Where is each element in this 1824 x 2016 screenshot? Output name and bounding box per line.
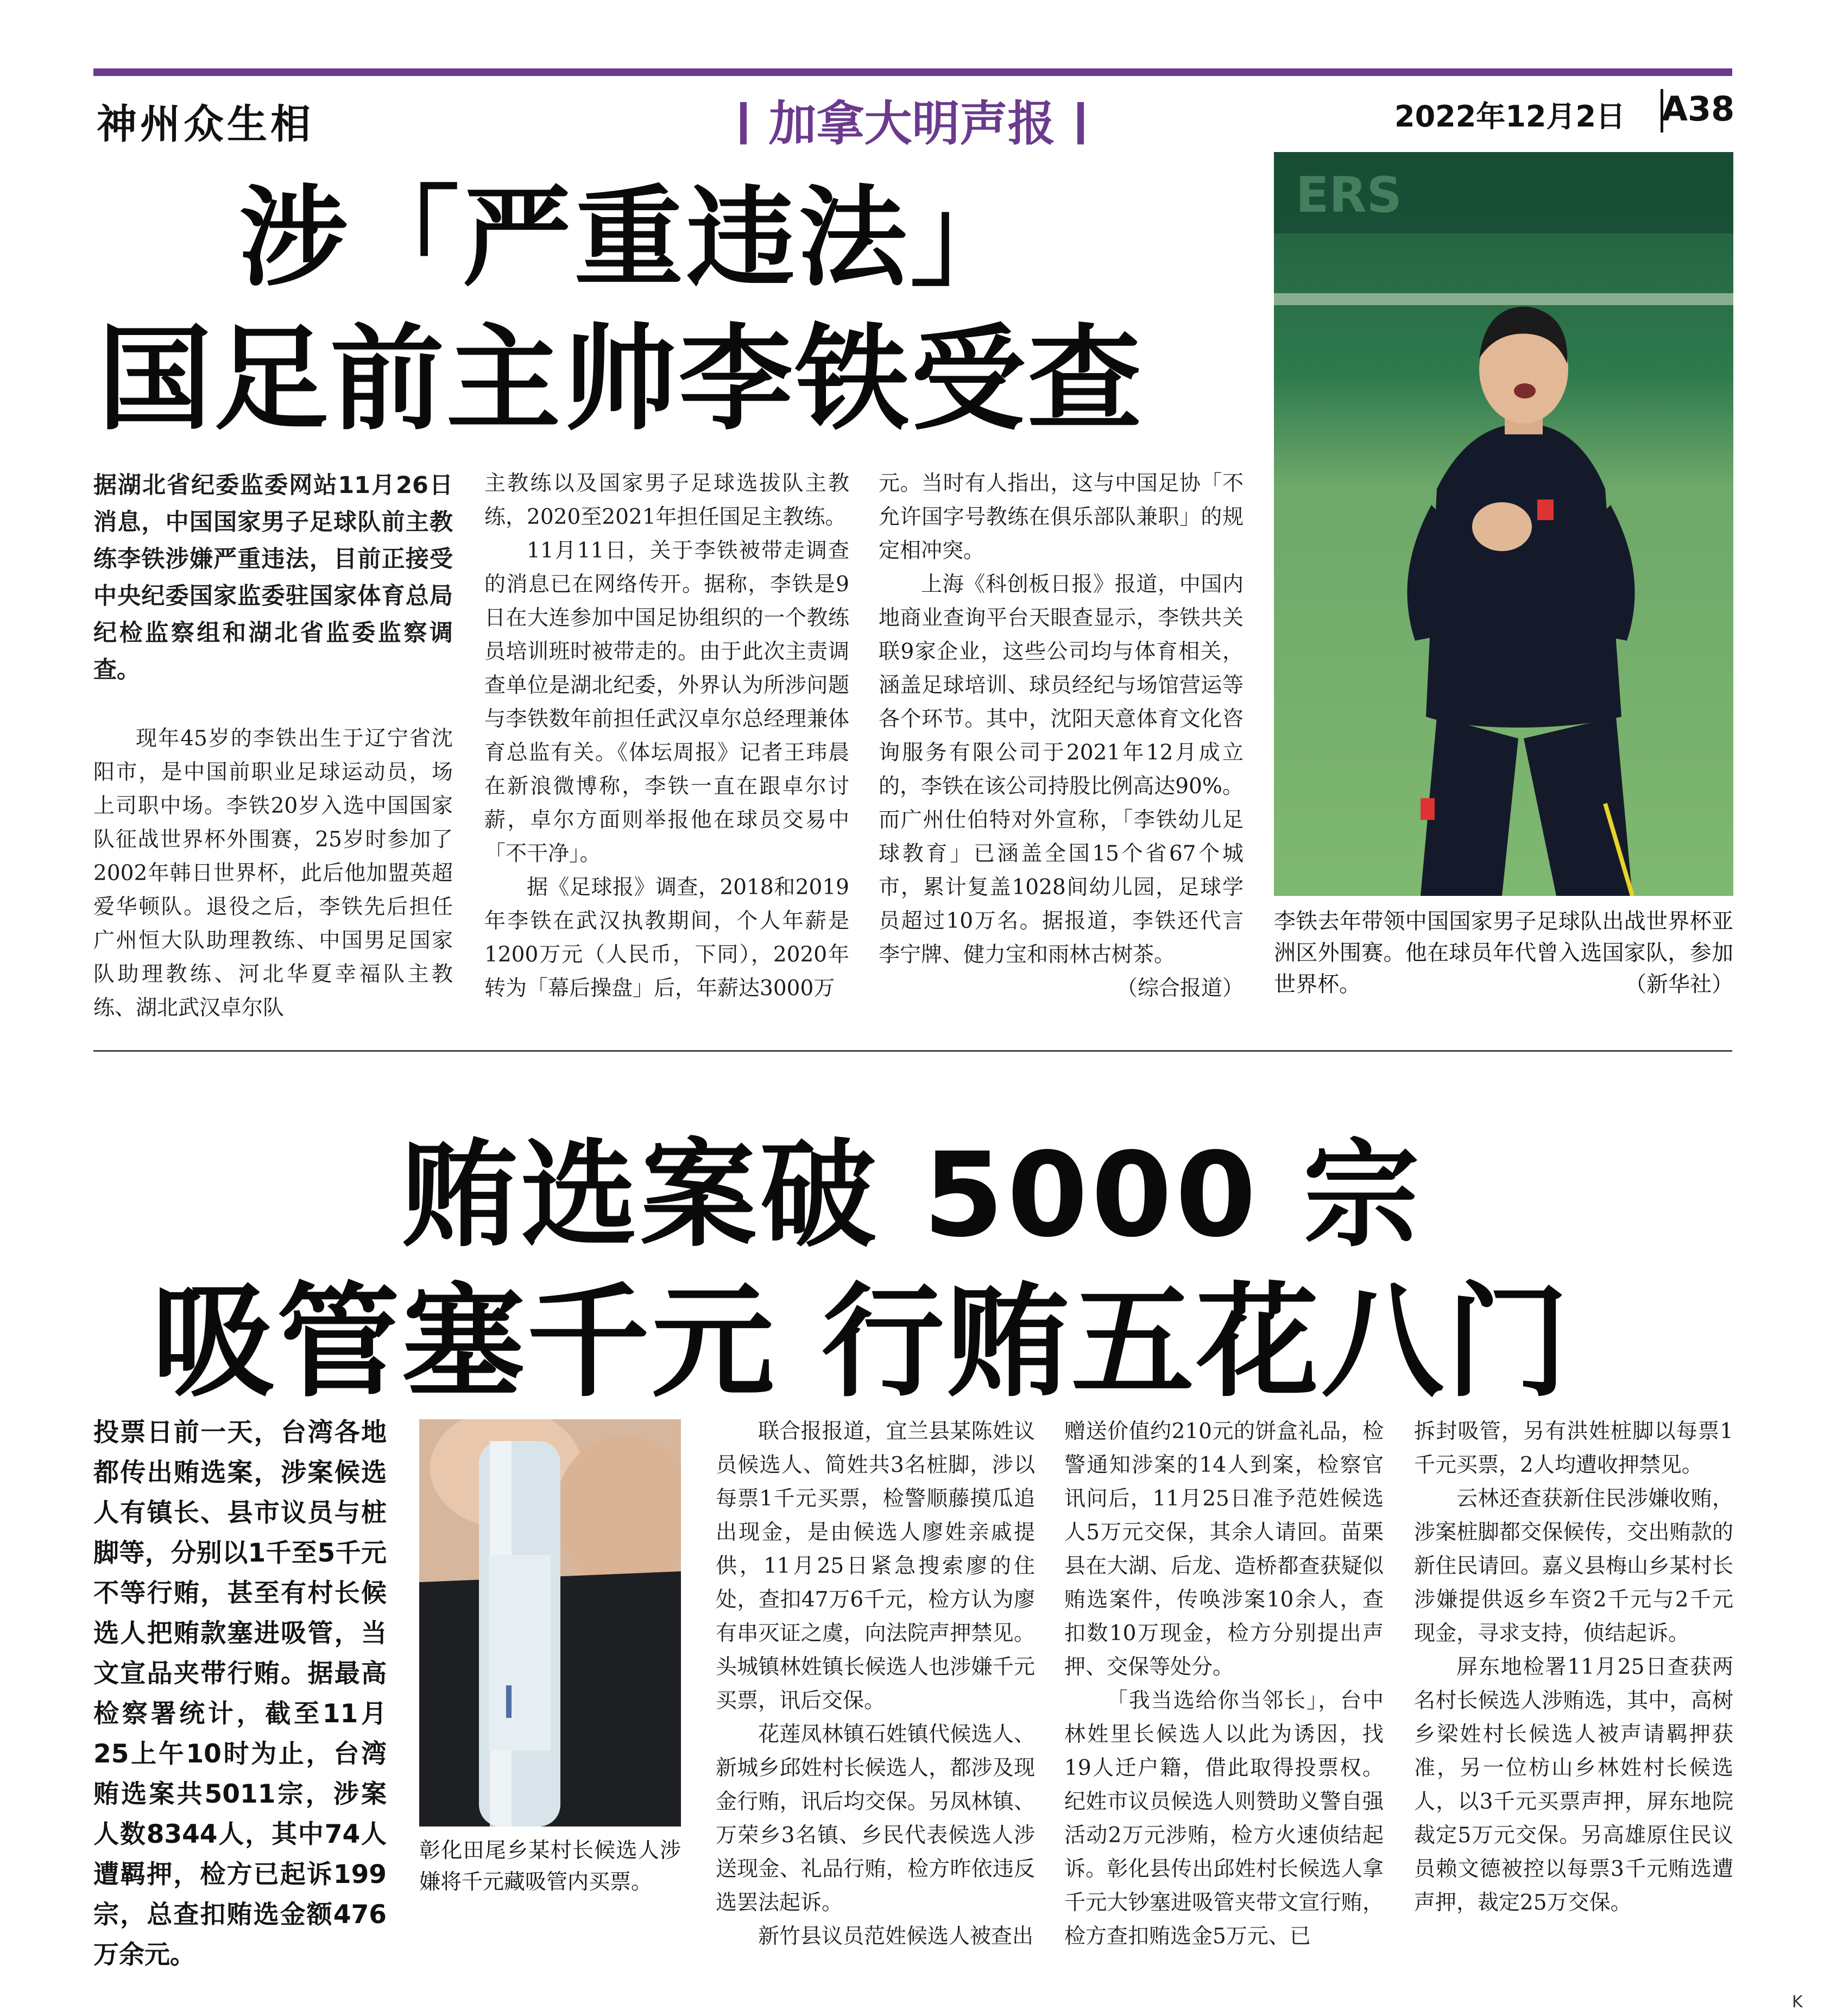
article2-paragraph: 赠送价值约210元的饼盒礼品，检警通知涉案的14人到案，检察官讯问后，11月25日准予范姓候选人5万元交保，其余人请回。苗栗县在大湖、后龙、造桥都查获疑似贿选案件，传唤涉案10余人，查扣数10万现金，检方分别提出声押、交保等处分。	[1064, 1419, 1384, 1679]
photo-caption-text: 李铁去年带领中国国家男子足球队出战世界杯亚洲区外围赛。他在球员年代曾入选国家队，参加世界杯。	[1274, 909, 1733, 997]
article2-paragraph: 云林还查获新住民涉嫌收贿，涉案桩脚都交保候传，交出贿款的新住民请回。嘉义县梅山乡某村长涉嫌提供返乡车资2千元与2千元现金，寻求支持，侦结起诉。	[1414, 1487, 1733, 1646]
article2-headline-line2: 吸管塞千元 行贿五花八门	[152, 1271, 1571, 1414]
article1-column-2	[484, 467, 849, 1006]
article1-column-3	[879, 467, 1244, 1006]
page-number: A38	[1662, 89, 1735, 129]
masthead-name-part2: 明声报	[912, 96, 1056, 151]
article1-lead: 据湖北省纪委监委网站11月26日消息，中国国家男子足球队前主教练李铁涉嫌严重违法，目前正接受中央纪委国家监委驻国家体育总局纪检监察组和湖北省监委监察调查。	[93, 472, 453, 684]
article1-paragraph: 主教练以及国家男子足球选拔队主教练，2020至2021年担任国足主教练。	[484, 471, 849, 529]
article1-column-1	[93, 467, 453, 1025]
article1-paragraph: 现年45岁的李铁出生于辽宁省沈阳市，是中国前职业足球运动员，场上司职中场。李铁20岁入选中国国家队征战世界杯外围赛，25岁时参加了2002年韩日世界杯，此后他加盟英超爱华顿队。退役之后，李铁先后担任广州恒大队助理教练、中国男足国家队助理教练、河北华夏幸福队主教练、湖北武汉卓尔队	[93, 726, 453, 1020]
svg-text:ERS: ERS	[1296, 167, 1402, 224]
masthead-bar-right	[1077, 102, 1084, 144]
article-divider	[93, 1050, 1732, 1052]
article2-column-2	[1064, 1415, 1384, 1954]
corner-mark: K	[1792, 1993, 1803, 2012]
article2-paragraph: 拆封吸管，另有洪姓桩脚以每票1千元买票，2人均遭收押禁见。	[1414, 1419, 1733, 1477]
article1-paragraph: 据《足球报》调查，2018和2019年李铁在武汉执教期间，个人年薪是1200万元（人民币，下同），2020年转为「幕后操盘」后，年薪达3000万	[484, 875, 849, 1001]
coach-photo	[1274, 152, 1733, 896]
masthead-rule	[93, 68, 1732, 76]
article2-lead: 投票日前一天，台湾各地都传出贿选案，涉案候选人有镇长、县市议员与桩脚等，分别以1千至5千元不等行贿，甚至有村长候选人把贿款塞进吸管，当文宣品夹带行贿。据最高检察署统计，截至11月25上午10时为止，台湾贿选案共5011宗，涉案人数8344人，其中74人遭羁押，检方已起诉199宗，总查扣贿选金额476万余元。	[93, 1418, 387, 1970]
article1-paragraph: 元。当时有人指出，这与中国足协「不允许国字号教练在俱乐部队兼职」的规定相冲突。	[879, 471, 1244, 563]
article2-paragraph: 新竹县议员范姓候选人被查出	[758, 1924, 1034, 1949]
article1-paragraph: 上海《科创板日报》报道，中国内地商业查询平台天眼查显示，李铁共关联9家企业，这些公司均与体育相关，涵盖足球培训、球员经纪与场馆营运等各个环节。其中，沈阳天意体育文化咨询服务有限公司于2021年12月成立的，李铁在该公司持股比例高达90%。而广州仕伯特对外宣称，「李铁幼儿足球教育」已涵盖全国15个省67个城市，累计复盖1028间幼儿园，足球学员超过10万名。据报道，李铁还代言李宁牌、健力宝和雨林古树茶。	[879, 572, 1244, 967]
article1-headline-line1: 涉「严重违法」	[239, 175, 1023, 301]
article2-headline-line1: 贿选案破 5000 宗	[401, 1128, 1423, 1263]
section-title: 神州众生相	[97, 101, 314, 148]
article2-paragraph: 屏东地检署11月25日查获两名村长候选人涉贿选，其中，高树乡梁姓村长候选人被声请羁押获准，另一位枋山乡林姓村长候选人，以3千元买票声押，屏东地院裁定5万元交保。另高雄原住民议员赖文德被控以每票3千元贿选遭声押，裁定25万交保。	[1414, 1655, 1733, 1915]
coach-photo-caption	[1274, 906, 1733, 1000]
masthead-bar-left	[740, 102, 747, 144]
article2-paragraph: 花莲凤林镇石姓镇代候选人、新城乡邱姓村长候选人，都涉及现金行贿，讯后均交保。另凤林镇、万荣乡3名镇、乡民代表候选人涉送现金、礼品行贿，检方昨依违反选罢法起诉。	[716, 1722, 1035, 1915]
article1-paragraph: 11月11日，关于李铁被带走调查的消息已在网络传开。据称，李铁是9日在大连参加中国足协组织的一个教练员培训班时被带走的。由于此次主责调查单位是湖北纪委，外界认为所涉问题与李铁数年前担任武汉卓尔总经理兼体育总监有关。《体坛周报》记者王玮晨在新浪微博称，李铁一直在跟卓尔讨薪，卓尔方面则举报他在球员交易中「不干净」。	[484, 539, 849, 866]
masthead-name-part1: 加拿大	[768, 96, 912, 151]
photo-credit: （新华社）	[1625, 972, 1733, 997]
article1-credit: （综合报道）	[1116, 976, 1244, 1001]
issue-date: 2022年12月2日	[1394, 99, 1626, 134]
straw-photo	[419, 1419, 681, 1827]
article2-paragraph: 联合报报道，宜兰县某陈姓议员候选人、简姓共3名桩脚，涉以每票1千元买票，检警顺藤摸瓜追出现金，是由候选人廖姓亲戚提供，11月25日紧急搜索廖的住处，查扣47万6千元，检方认为廖有串灭证之虞，向法院声押禁见。头城镇林姓镇长候选人也涉嫌千元买票，讯后交保。	[716, 1419, 1035, 1713]
article2-paragraph: 「我当选给你当邻长」，台中林姓里长候选人以此为诱因，找19人迁户籍，借此取得投票权。纪姓市议员候选人则赞助义警自强活动2万元涉贿，检方火速侦结起诉。彰化县传出邱姓村长候选人拿千元大钞塞进吸管夹带文宣行贿，检方查扣贿选金5万元、已	[1064, 1689, 1384, 1949]
article2-column-3	[1414, 1415, 1733, 1920]
straw-photo-caption: 彰化田尾乡某村长候选人涉嫌将千元藏吸管内买票。	[419, 1838, 681, 1894]
article1-headline-line2: 国足前主帅李铁受查	[98, 313, 1144, 446]
article2-column-1	[716, 1415, 1035, 1954]
